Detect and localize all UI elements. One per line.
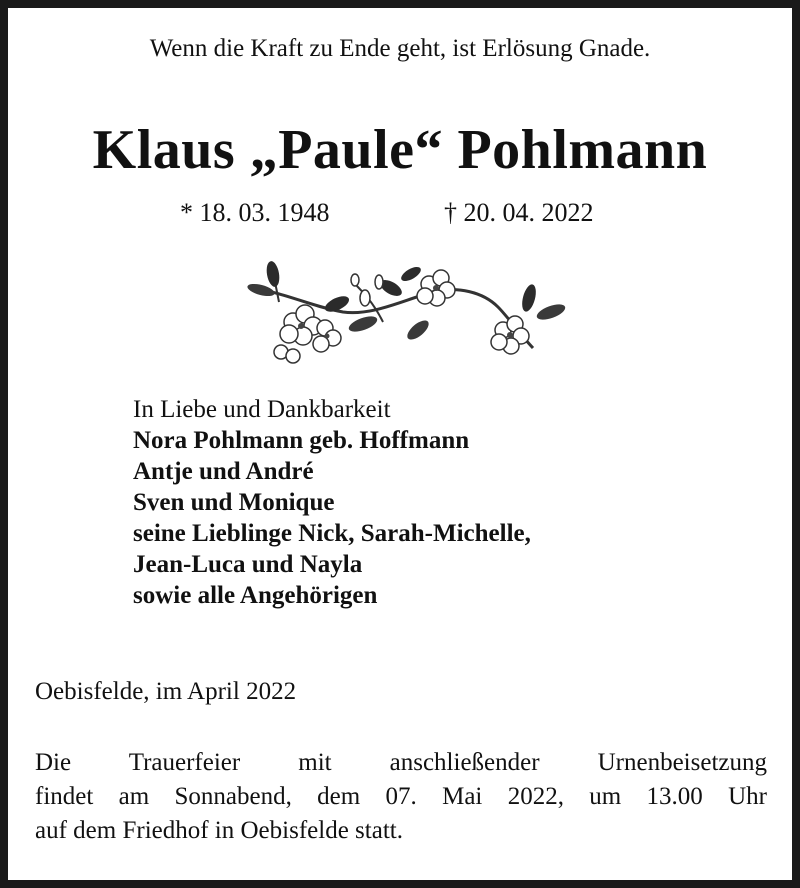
funeral-service-info — [35, 746, 767, 848]
service-line: Die Trauerfeier mit anschließender Urnenbeisetzung — [35, 749, 767, 776]
mourners-intro: In Liebe und Dankbarkeit — [133, 396, 391, 423]
service-line: findet am Sonnabend, dem 07. Mai 2022, um 13.00 Uhr — [35, 783, 767, 810]
place-and-date: Oebisfelde, im April 2022 — [35, 678, 297, 705]
service-line: auf dem Friedhof in Oebisfelde statt. — [35, 817, 403, 844]
mourners-list — [133, 394, 531, 611]
mourner-name: Sven und Monique — [133, 489, 335, 516]
mourner-name: Nora Pohlmann geb. Hoffmann — [133, 427, 470, 454]
mourner-name: sowie alle Angehörigen — [133, 582, 378, 609]
mourner-name: Jean-Luca und Nayla — [133, 551, 363, 578]
obituary-notice — [8, 8, 792, 880]
flower-branch-icon — [233, 252, 573, 377]
mourner-name: seine Lieblinge Nick, Sarah-Michelle, — [133, 520, 531, 547]
birth-date: * 18. 03. 1948 — [180, 198, 330, 227]
death-date: † 20. 04. 2022 — [444, 198, 594, 227]
deceased-name: Klaus „Paule“ Pohlmann — [92, 119, 708, 181]
mourner-name: Antje und André — [133, 458, 314, 485]
motto: Wenn die Kraft zu Ende geht, ist Erlösung Gnade. — [149, 35, 651, 62]
